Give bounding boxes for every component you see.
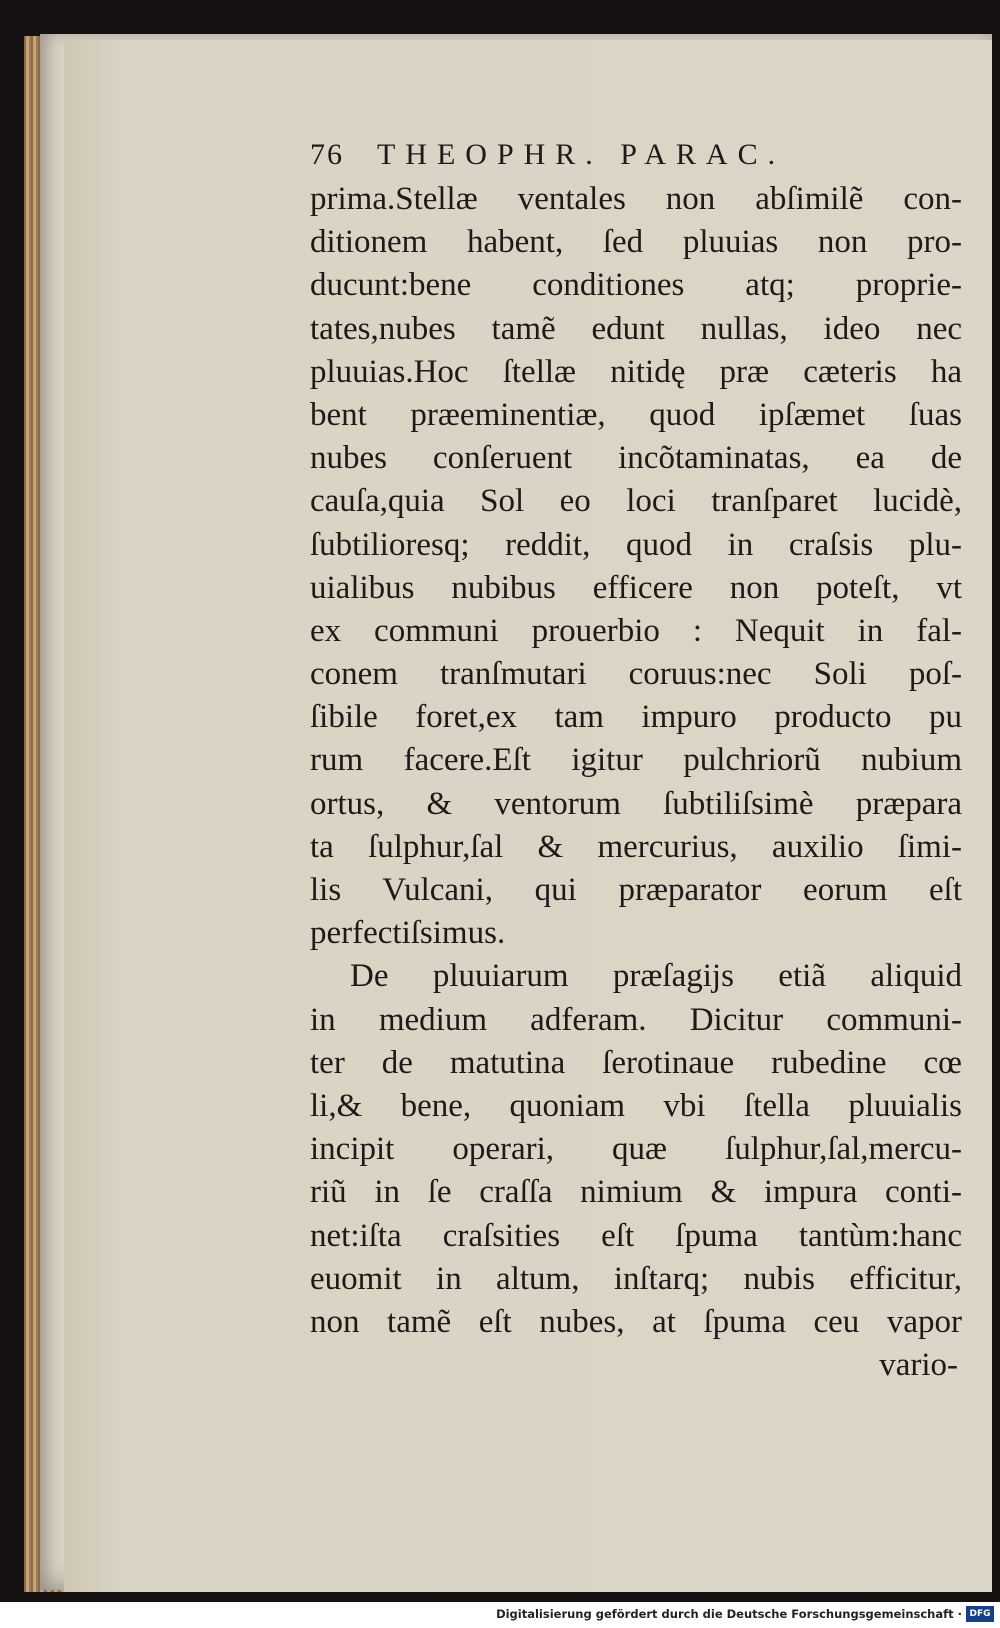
text-line: uialibus nubibus efficere non poteſt, vt (310, 569, 962, 606)
text-line: net:iſta craſsities eſt ſpuma tantùm:hanc (310, 1217, 962, 1254)
footer-credit: Digitalisierung gefördert durch die Deutsche Forschungsgemeinschaft · (496, 1607, 962, 1621)
running-head (310, 138, 962, 178)
dfg-logo-icon: DFG (966, 1606, 994, 1622)
text-line: perfectiſsimus. (310, 915, 506, 952)
running-title: THEOPHR. PARAC. (376, 138, 786, 171)
text-line: ortus, & ventorum ſubtiliſsimè præpara (310, 785, 962, 822)
text-line: pluuias.Hoc ſtellæ nitidę præ cæteris ha (310, 353, 962, 390)
text-block (310, 138, 962, 1387)
text-line: non tamẽ eſt nubes, at ſpuma ceu vapor (310, 1303, 962, 1340)
text-line: lis Vulcani, qui præparator eorum eſt (310, 872, 962, 908)
text-line: bent præeminentiæ, quod ipſæmet ſuas (310, 396, 962, 433)
text-line: ducunt:bene conditiones atq; proprie- (310, 267, 962, 304)
catchword: vario- (879, 1347, 958, 1384)
text-line: riũ in ſe craſſa nimium & impura conti- (310, 1174, 962, 1211)
text-line: ta ſulphur,ſal & mercurius, auxilio ſimi- (310, 828, 962, 865)
text-line: tates,nubes tamẽ edunt nullas, ideo nec (310, 310, 962, 347)
text-line: in medium adferam. Dicitur communi- (310, 1001, 962, 1038)
text-line: nubes conſeruent incõtaminatas, ea de (310, 440, 962, 477)
text-line: ditionem habent, ſed pluuias non pro- (310, 224, 962, 261)
text-line: ter de matutina ſerotinaue rubedine cœ (310, 1044, 962, 1081)
page-number: 76 (310, 138, 344, 171)
text-line: rum facere.Eſt igitur pulchriorũ nubium (310, 742, 962, 779)
text-line: cauſa,quia Sol eo loci tranſparet lucidè, (310, 483, 962, 520)
text-line: ex communi prouerbio : Nequit in fal- (310, 612, 962, 649)
text-line: euomit in altum, inſtarq; nubis efficitur, (310, 1260, 962, 1297)
text-line: prima.Stellæ ventales non abſimilẽ con- (310, 181, 962, 217)
text-line: ſibile foret,ex tam impuro producto pu (310, 699, 962, 736)
text-line: conem tranſmutari coruus:nec Soli poſ- (310, 656, 962, 693)
text-line: ſubtilioresq; reddit, quod in craſsis plu- (310, 526, 962, 563)
text-line: incipit operari, quæ ſulphur,ſal,mercu- (310, 1131, 962, 1168)
paragraph-2 (310, 955, 962, 1344)
paragraph-1 (310, 178, 962, 955)
footer-bar (0, 1602, 1000, 1628)
text-line: De pluuiarum præſagijs etiã aliquid (350, 958, 962, 995)
text-line: li,& bene, quoniam vbi ſtella pluuialis (310, 1087, 962, 1124)
